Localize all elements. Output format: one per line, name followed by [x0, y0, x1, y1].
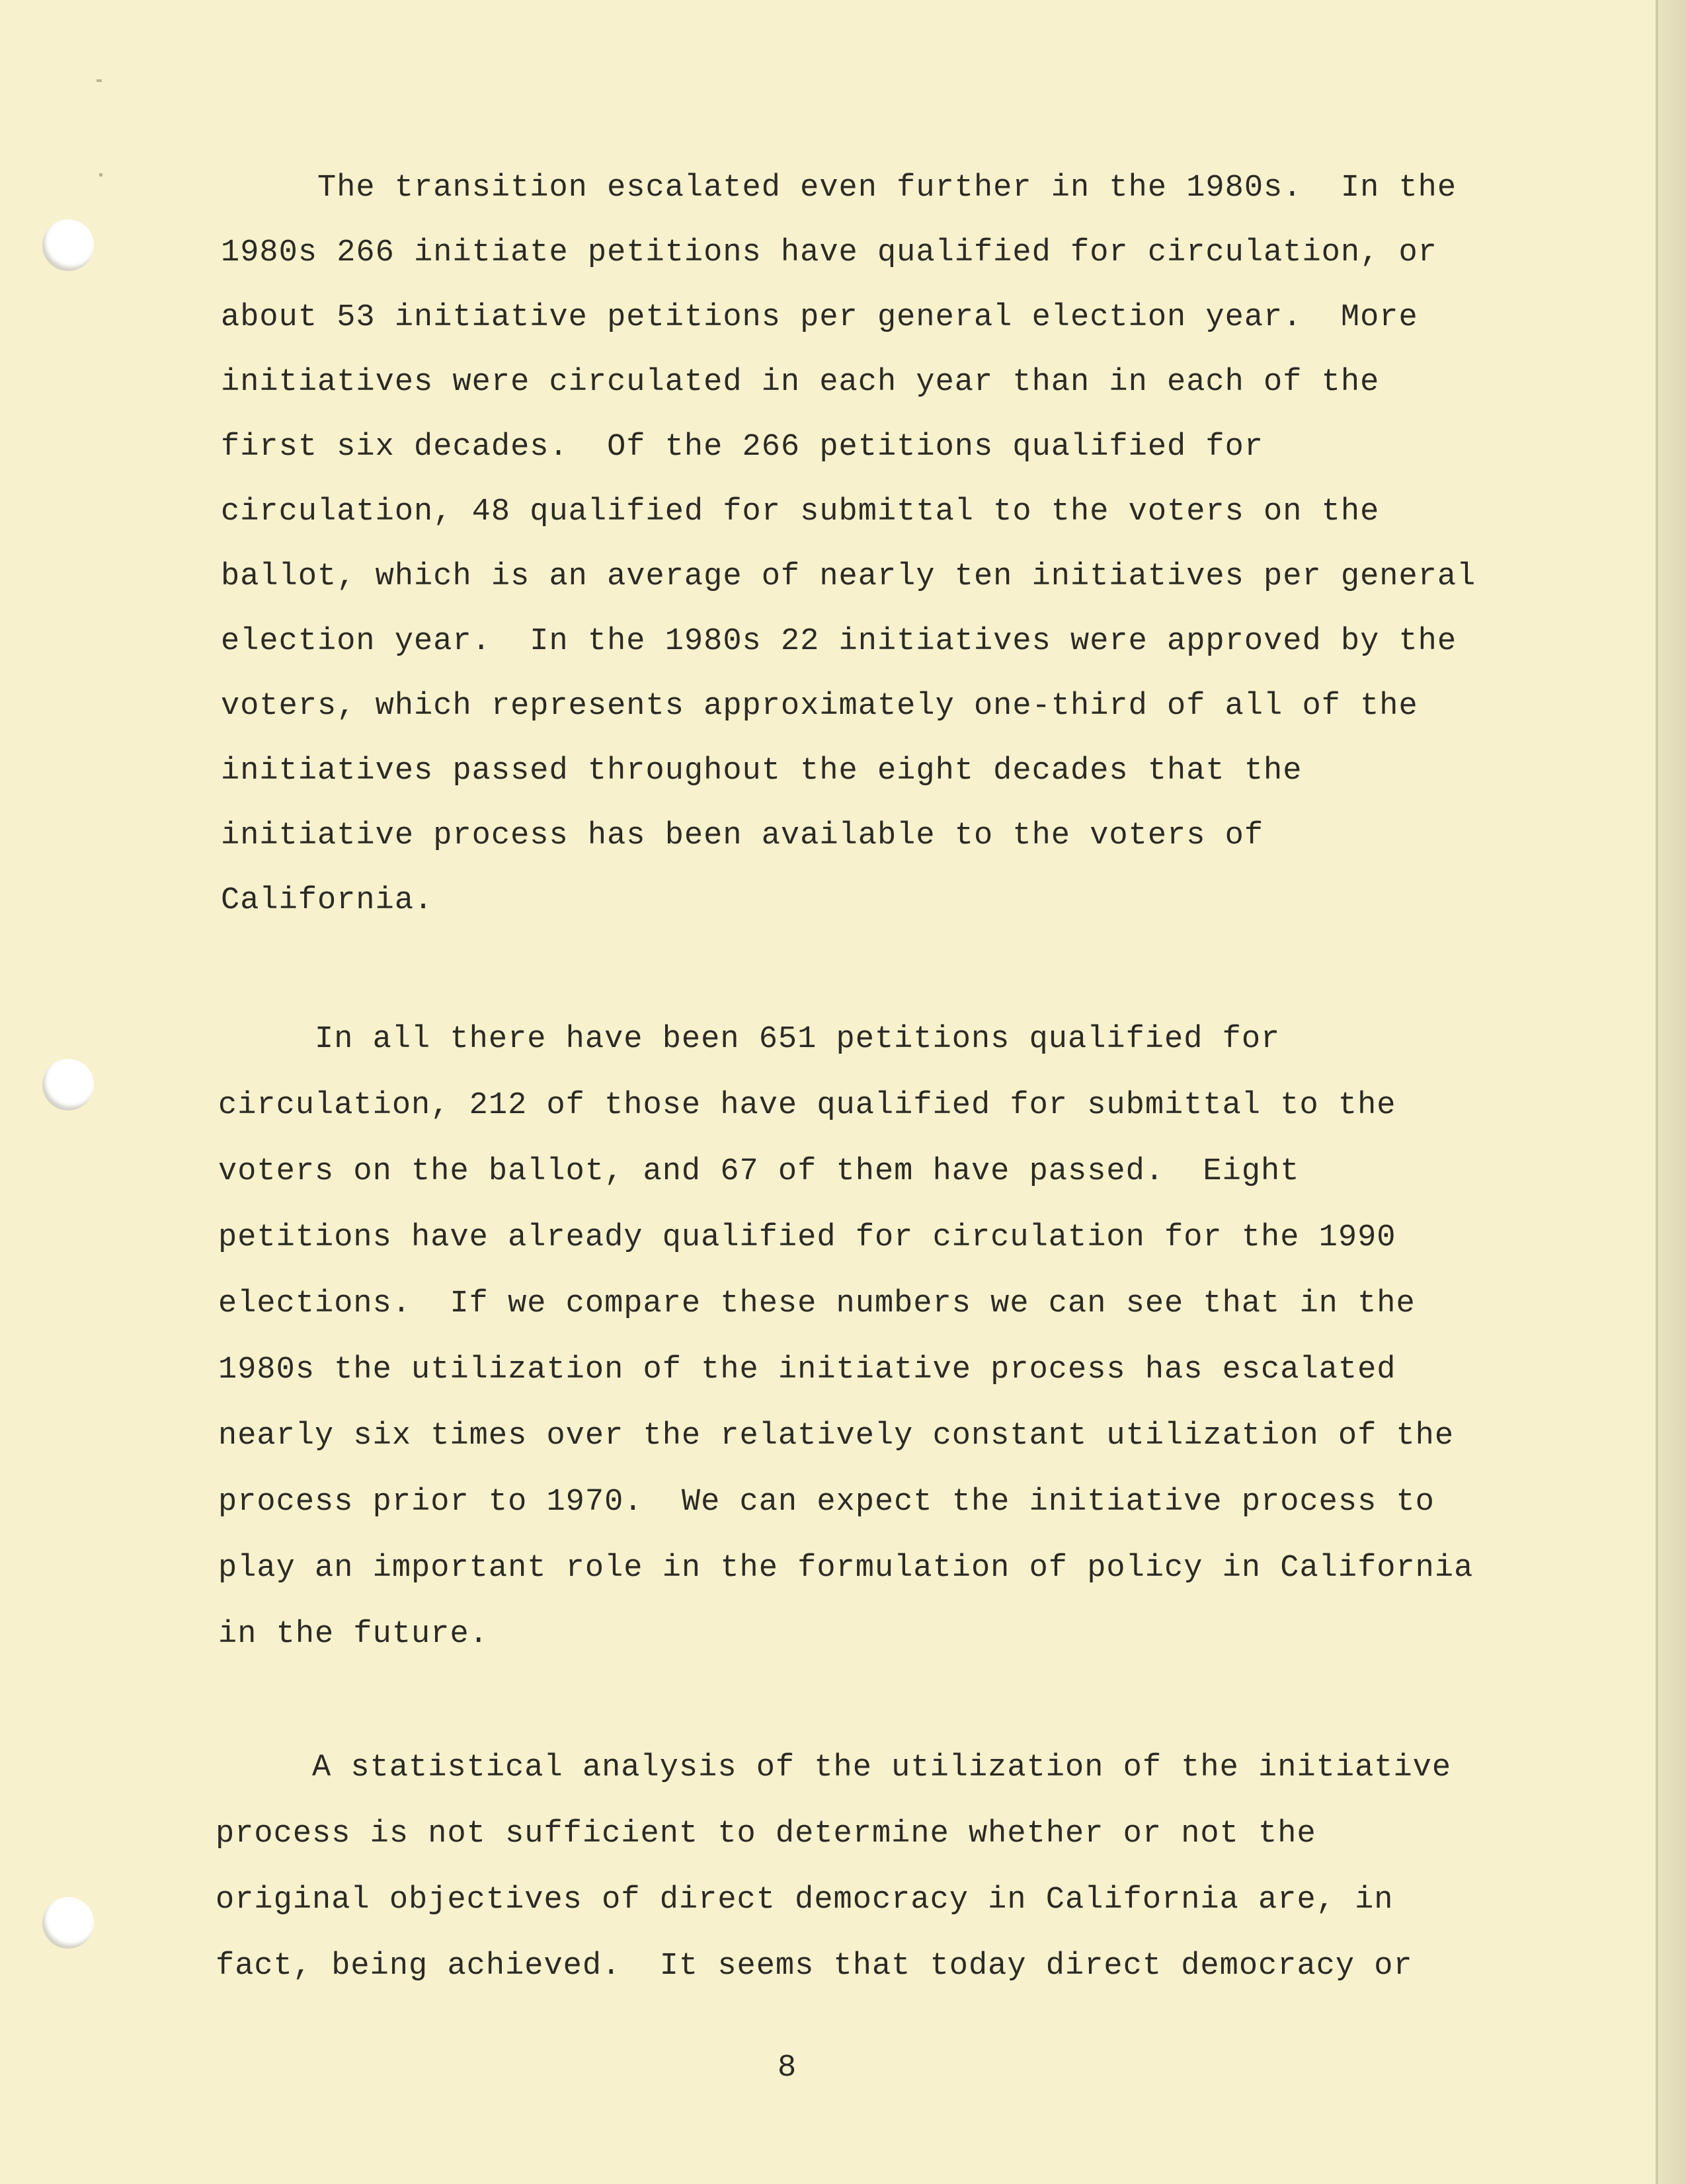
text-line: A statistical analysis of the utilization of the initiative	[216, 1750, 1452, 1785]
punch-hole	[42, 1897, 94, 1949]
text-line: circulation, 212 of those have qualified for submittal to the	[218, 1088, 1396, 1123]
text-line: In all there have been 651 petitions qualified for	[218, 1022, 1281, 1057]
text-line: California.	[221, 883, 434, 918]
page-edge	[1658, 0, 1686, 2184]
text-line: initiative process has been available to the voters of	[221, 818, 1264, 853]
text-line: petitions have already qualified for circulation for the 1990	[218, 1220, 1396, 1255]
text-line: play an important role in the formulation of policy in California	[218, 1551, 1474, 1586]
text-line: voters on the ballot, and 67 of them have passed. Eight	[218, 1154, 1300, 1189]
paragraph-2	[218, 1022, 1474, 1652]
text-line: ballot, which is an average of nearly ten initiatives per general	[221, 559, 1476, 594]
text-line: process is not sufficient to determine whether or not the	[216, 1816, 1316, 1852]
text-line: initiatives were circulated in each year than in each of the	[221, 365, 1380, 400]
text-line: circulation, 48 qualified for submittal to the voters on the	[221, 494, 1380, 529]
text-line: 1980s the utilization of the initiative process has escalated	[218, 1352, 1396, 1387]
paragraph-3	[216, 1750, 1452, 1984]
text-line: about 53 initiative petitions per general election year. More	[221, 300, 1418, 335]
text-line: elections. If we compare these numbers we can see that in the	[218, 1286, 1416, 1321]
text-line: The transition escalated even further in the 1980s. In the	[221, 171, 1457, 206]
punch-hole	[42, 1059, 94, 1111]
text-line: in the future.	[218, 1617, 489, 1652]
text-line: 1980s 266 initiate petitions have qualified for circulation, or	[221, 235, 1437, 270]
page-number: 8	[778, 2050, 797, 2086]
text-line: process prior to 1970. We can expect the initiative process to	[218, 1485, 1435, 1520]
text-line: voters, which represents approximately one-third of all of the	[221, 689, 1418, 724]
text-line: election year. In the 1980s 22 initiatives were approved by the	[221, 624, 1457, 659]
text-line: nearly six times over the relatively constant utilization of the	[218, 1419, 1455, 1454]
text-line: fact, being achieved. It seems that today direct democracy or	[216, 1949, 1413, 1984]
text-line: initiatives passed throughout the eight decades that the	[221, 754, 1303, 789]
paragraph-1	[221, 171, 1476, 918]
text-line: original objectives of direct democracy in California are, in	[216, 1883, 1394, 1918]
punch-hole	[42, 219, 94, 271]
paper-speck	[97, 79, 102, 82]
text-line: first six decades. Of the 266 petitions qualified for	[221, 430, 1264, 465]
paper-speck	[99, 173, 102, 176]
